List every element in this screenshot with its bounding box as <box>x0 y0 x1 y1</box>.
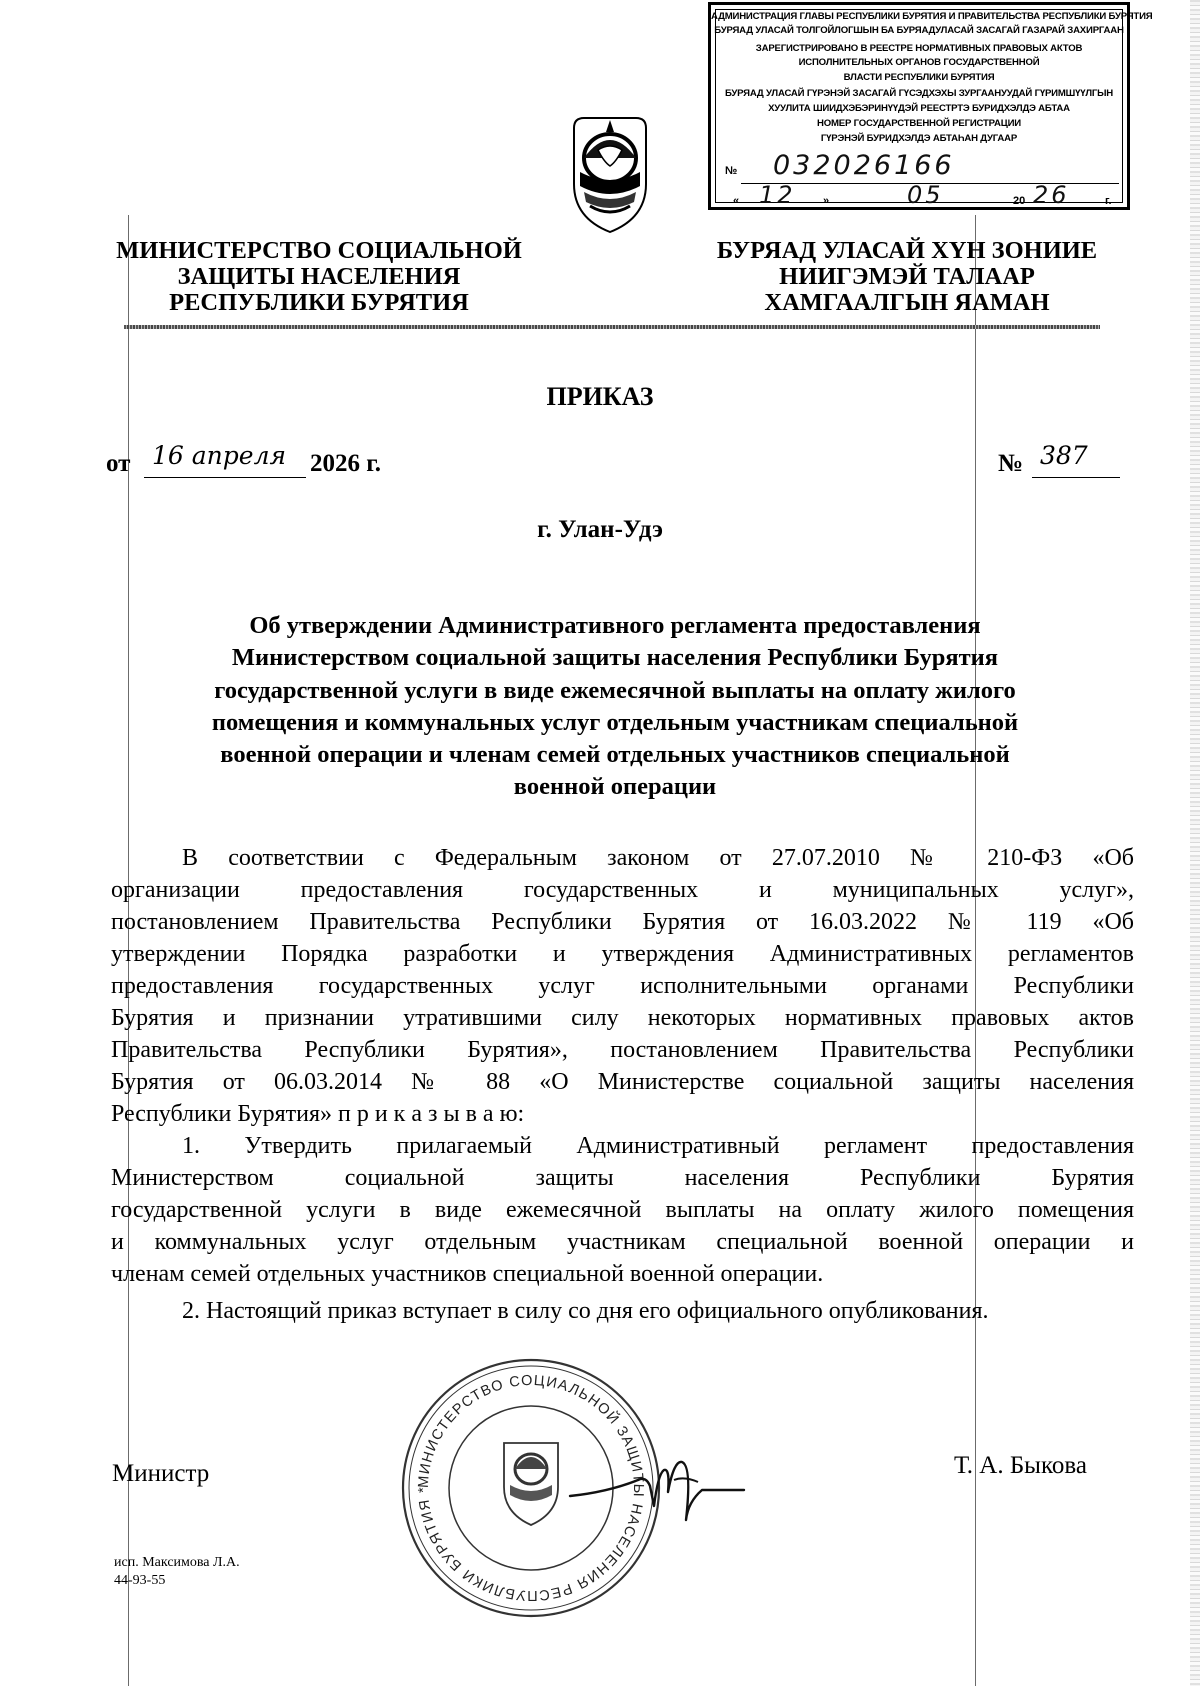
reg-date-close-quote: » <box>823 195 830 207</box>
registration-stamp <box>708 2 1153 210</box>
header-left-ru <box>114 238 524 316</box>
order-date-prefix: от <box>106 450 131 477</box>
reg-date-year-prefix: 20 <box>1013 195 1026 207</box>
item1-line: членам семей отдельных участников специальной военной операции. <box>111 1261 824 1287</box>
reg-stamp-line: ЗАРЕГИСТРИРОВАНО В РЕЕСТРЕ НОРМАТИВНЫХ ПРАВОВЫХ АКТОВ <box>755 43 1083 54</box>
order-date-handwritten: 16 апреля <box>152 441 287 470</box>
reg-date-year-underline <box>1033 208 1103 209</box>
header-divider <box>124 325 1100 329</box>
executor-block <box>114 1554 240 1590</box>
reg-stamp-line: БУРЯАД УЛАСАЙ ТОЛГОЙЛОГШЫН БА БУРЯАДУЛАСАЙ ЗАСАГАЙ ГАЗАРАЙ ЗАХИРГААН <box>714 25 1124 36</box>
document-title: ПРИКАЗ <box>546 382 654 411</box>
preamble-line: Бурятия от 06.03.2014 № 88 «О Министерстве социальной защиты населения <box>111 1069 1134 1095</box>
preamble-line: постановлением Правительства Республики Бурятия от 16.03.2022 № 119 «Об <box>111 909 1134 935</box>
header-right-line: БУРЯАД УЛАСАЙ ХҮН ЗОНИИЕ <box>716 237 1098 264</box>
subject-line: военной операции <box>513 773 717 801</box>
order-number-handwritten: 387 <box>1040 441 1088 470</box>
order-number-label: № <box>998 450 1024 477</box>
item1-line: Министерством социальной защиты населения Республики Бурятия <box>111 1165 1134 1191</box>
preamble-line: предоставления государственных услуг исполнительными органами Республики <box>111 973 1134 999</box>
reg-stamp-line: АДМИНИСТРАЦИЯ ГЛАВЫ РЕСПУБЛИКИ БУРЯТИЯ И ПРАВИТЕЛЬСТВА РЕСПУБЛИКИ БУРЯТИЯ <box>711 11 1153 22</box>
reg-date-day-underline <box>741 208 823 209</box>
executor-phone: 44-93-55 <box>114 1573 166 1588</box>
subject-line: Об утверждении Административного регламента предоставления <box>249 612 981 639</box>
preamble-line: Правительства Республики Бурятия», постановлением Правительства Республики <box>111 1037 1134 1063</box>
subject-line: помещения и коммунальных услуг отдельным участникам специальной <box>211 708 1019 736</box>
preamble-line: В соответствии с Федеральным законом от 27.07.2010 № 210-ФЗ «Об <box>182 845 1134 871</box>
seal-emblem-icon <box>504 1443 558 1525</box>
scan-edge-noise <box>1190 0 1200 1686</box>
reg-stamp-line: ГҮРЭНЭЙ БУРИДХЭЛДЭ АБТАҺАН ДУГААР <box>820 133 1018 144</box>
order-subject <box>135 610 1095 804</box>
item1-line: государственной услуги в виде ежемесячной выплаты на оплату жилого помещения <box>111 1197 1134 1223</box>
item1-line: 1. Утвердить прилагаемый Административный регламент предоставления <box>182 1133 1134 1159</box>
subject-line: Министерством социальной защиты населения Республики Бурятия <box>231 644 999 672</box>
reg-date-open-quote: « <box>733 195 740 207</box>
reg-number-label: № <box>725 165 738 177</box>
header-right-line: ХАМГААЛГЫН ЯАМАН <box>764 289 1050 316</box>
preamble-line: Республики Бурятия» п р и к а з ы в а ю: <box>111 1101 525 1127</box>
order-city: г. Улан-Удэ <box>537 516 663 543</box>
preamble-line: Бурятия и признании утратившими силу некоторых нормативных правовых актов <box>111 1005 1134 1031</box>
reg-stamp-line: ИСПОЛНИТЕЛЬНЫХ ОРГАНОВ ГОСУДАРСТВЕННОЙ <box>798 57 1040 68</box>
item2-line: 2. Настоящий приказ вступает в силу со дня его официального опубликования. <box>182 1298 989 1324</box>
header-left-line: ЗАЩИТЫ НАСЕЛЕНИЯ <box>177 263 461 290</box>
reg-date-day-handwritten: 12 <box>759 181 796 209</box>
reg-stamp-line: ВЛАСТИ РЕСПУБЛИКИ БУРЯТИЯ <box>843 72 995 83</box>
header-left-line: РЕСПУБЛИКИ БУРЯТИЯ <box>169 289 469 316</box>
reg-date-month-handwritten: 05 <box>907 181 944 209</box>
signatory-position: Министр <box>112 1460 210 1487</box>
signatory-name: Т. А. Быкова <box>954 1452 1087 1479</box>
preamble-line: утверждении Порядка разработки и утверждения Административных регламентов <box>111 941 1134 967</box>
coat-of-arms-emblem <box>554 110 666 238</box>
preamble-line: организации предоставления государственных и муниципальных услуг», <box>111 877 1134 903</box>
order-date-year: 2026 г. <box>310 450 382 477</box>
order-number-underline <box>1032 477 1120 478</box>
item1-line: и коммунальных услуг отдельным участникам специальной военной операции и <box>111 1229 1134 1255</box>
reg-stamp-line: ХУУЛИТА ШИИДХЭБЭРИНҮҮДЭЙ РЕЕСТРТЭ БУРИДХЭЛДЭ АБТАА <box>768 103 1070 114</box>
subject-line: военной операции и членам семей отдельных участников специальной <box>220 741 1010 769</box>
seal-ring-text: МИНИСТЕРСТВО СОЦИАЛЬНОЙ ЗАЩИТЫ НАСЕЛЕНИЯ РЕСПУБЛИКИ БУРЯТИЯ * <box>415 1372 647 1604</box>
executor-name: исп. Максимова Л.А. <box>114 1555 240 1570</box>
order-date-underline <box>144 477 306 478</box>
subject-line: государственной услуги в виде ежемесячной выплаты на оплату жилого <box>214 676 1016 704</box>
reg-stamp-line: НОМЕР ГОСУДАРСТВЕННОЙ РЕГИСТРАЦИИ <box>817 118 1021 129</box>
reg-date-month-underline <box>835 208 1011 209</box>
handwritten-signature <box>568 1440 748 1530</box>
reg-stamp-line: БУРЯАД УЛАСАЙ ГҮРЭНЭЙ ЗАСАГАЙ ГҮСЭДХЭХЫ ЗУРГААНУУДАЙ ГҮРИМШҮҮЛГЫН <box>724 88 1114 99</box>
header-right-bur <box>702 238 1112 316</box>
reg-date-year-handwritten: 26 <box>1033 181 1070 209</box>
reg-date-year-suffix: г. <box>1105 195 1112 207</box>
header-left-line: МИНИСТЕРСТВО СОЦИАЛЬНОЙ <box>116 237 522 264</box>
header-right-line: НИИГЭМЭЙ ТАЛААР <box>779 263 1035 290</box>
reg-number-handwritten: 032026166 <box>773 150 955 181</box>
